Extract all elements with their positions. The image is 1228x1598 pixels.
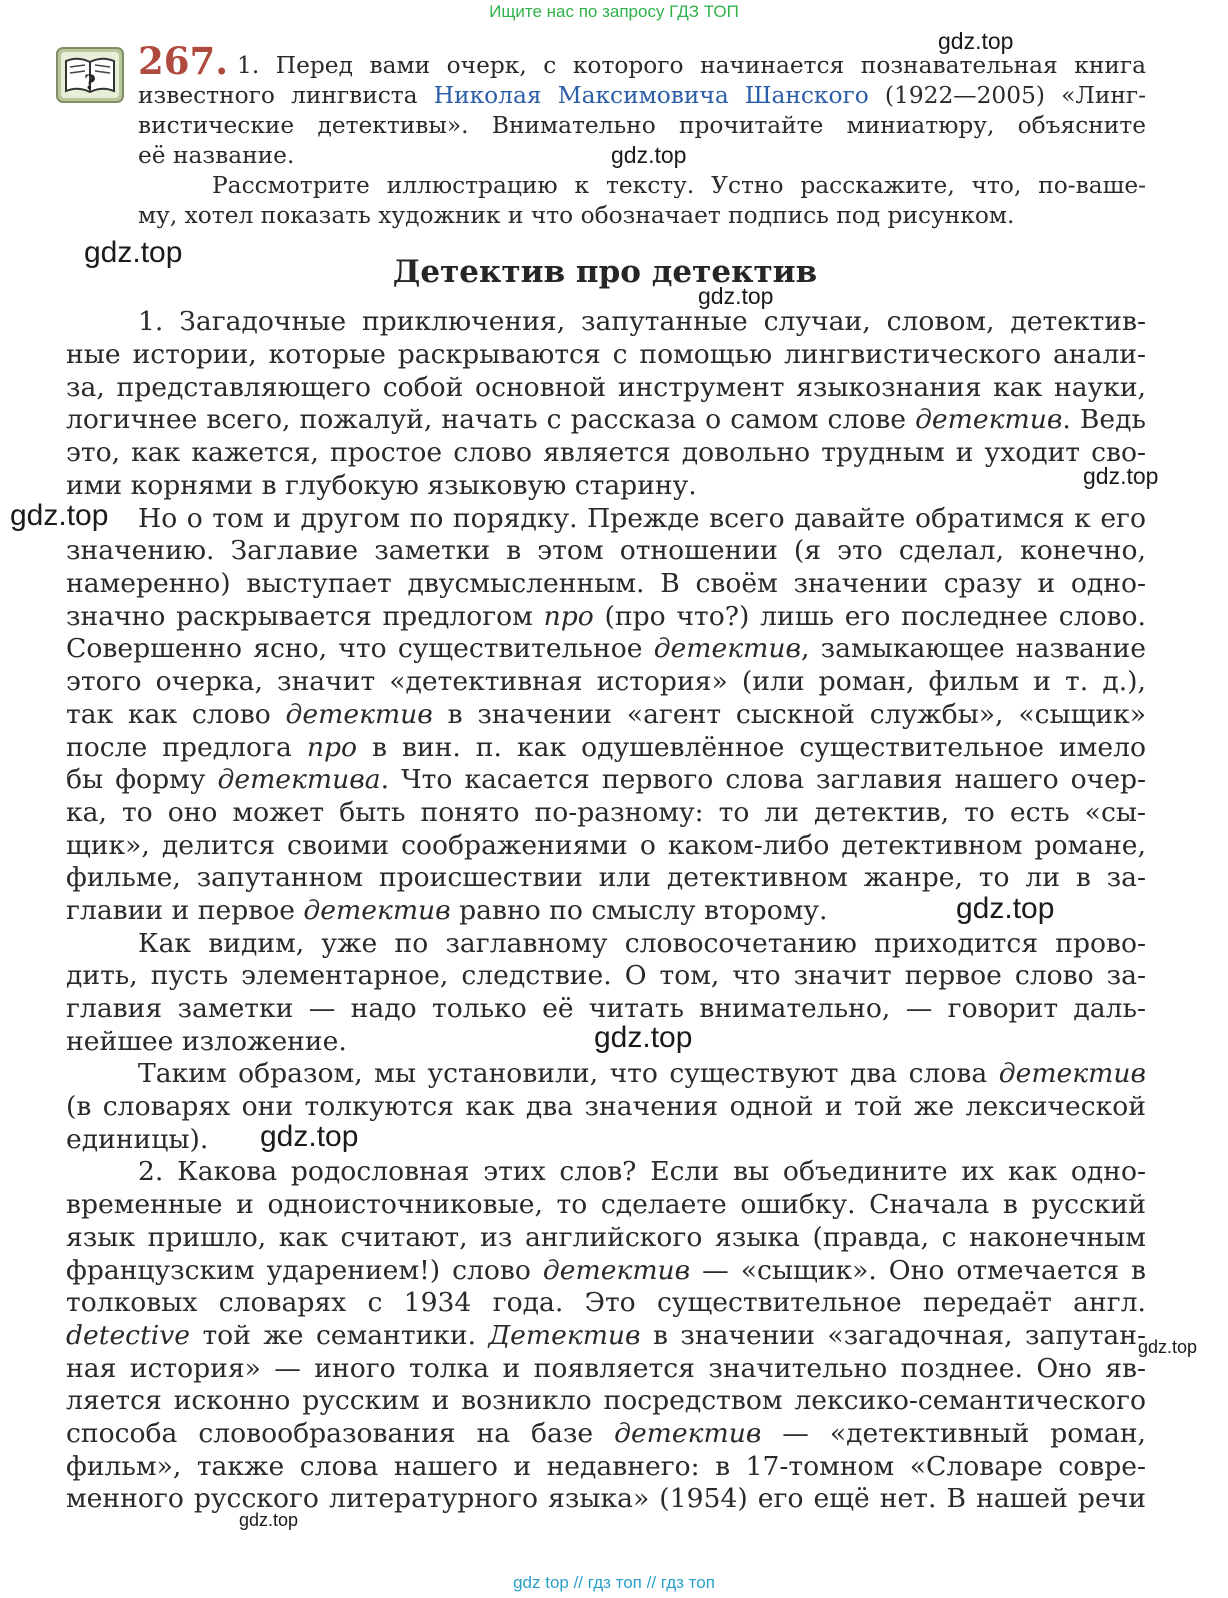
article-title: Детектив про детектив [392,254,818,290]
text-line: главия заметки — надо только её читать внимательно, — говорит даль- [66,993,1146,1024]
text-line: значно раскрывается предлогом про (про что?) лишь его последнее слово. [66,601,1146,632]
task-line: её название. [138,142,295,169]
text-line: Но о том и другом по порядку. Прежде всего давайте обратимся к его [138,503,1146,534]
text-line: логичнее всего, пожалуй, начать с рассказа о самом слове детектив. Ведь [66,404,1146,435]
text-line: временные и одноисточниковые, то сделаете ошибку. Сначала в русский [66,1189,1146,1220]
text-line: менного русского литературного языка» (1954) его ещё нет. В нашей речи [66,1483,1146,1514]
text-line: это, как кажется, простое слово является довольно трудным и уходит сво- [66,437,1146,468]
text-line: ляется исконно русским и возникло посредством лексико-семантического [66,1385,1146,1416]
text-line: язык пришло, как считают, из английского языка (правда, с наконечным [66,1222,1146,1253]
text-line: 2. Какова родословная этих слов? Если вы объедините их как одно- [138,1156,1146,1187]
text-line: так как слово детектив в значении «агент сыскной службы», «сыщик» [66,699,1146,730]
author-link[interactable]: Николая Максимовича Шанского [433,82,869,109]
text-line: detective той же семантики. Детектив в значении «загадочная, запутан- [66,1320,1146,1351]
top-banner[interactable]: Ищите нас по запросу ГДЗ ТОП [489,2,739,21]
text-line: толковых словарях с 1934 года. Это существительное передаёт англ. [66,1287,1146,1318]
watermark: gdz.top [239,1510,299,1530]
text-line: единицы). [66,1124,209,1155]
bottom-banner[interactable]: gdz top // гдз топ // гдз топ [513,1573,715,1592]
text-line: этого очерка, значит «детективная история» (или роман, фильм и т. д.), [66,666,1146,697]
watermark: gdz.top [10,499,109,532]
text-line: фильме, запутанном происшествии или детективном жанре, то ли в за- [66,862,1146,893]
task-line: Рассмотрите иллюстрацию к тексту. Устно расскажите, что, по-ваше- [212,172,1146,199]
text-line: бы форму детектива. Что касается первого слова заглавия нашего очер- [66,764,1146,795]
text-line: нейшее изложение. [66,1026,347,1057]
text-line: (в словарях они толкуются как два значения одной и той же лексической [66,1091,1146,1122]
text-line: Совершенно ясно, что существительное детектив, замыкающее название [66,633,1146,664]
watermark: gdz.top [260,1120,359,1153]
task-line: 1. Перед вами очерк, с которого начинается познавательная книга [237,52,1146,79]
text-line: щик», делится своими соображениями о каком-либо детективном романе, [66,830,1146,861]
text-line: способа словообразования на базе детектив — «детективный роман, [66,1418,1146,1449]
text-line: за, представляющего собой основной инструмент языкознания как науки, [66,372,1146,403]
text-line: Как видим, уже по заглавному словосочетанию приходится прово- [138,928,1146,959]
watermark: gdz.top [611,142,687,168]
task-line: му, хотел показать художник и что обозначает подпись под рисунком. [138,202,1015,229]
text-line: намеренно) выступает двусмысленным. В своём значении сразу и одно- [66,568,1146,599]
text-line: Таким образом, мы установили, что существуют два слова детектив [138,1058,1146,1089]
text-line: значению. Заглавие заметки в этом отношении (я это сделал, конечно, [66,535,1146,566]
text-line: дить, пусть элементарное, следствие. О том, что значит первое слово за- [66,960,1146,991]
watermark: gdz.top [84,236,183,269]
text-line: 1. Загадочные приключения, запутанные случаи, словом, детектив- [138,306,1146,337]
text-line: французским ударением!) слово детектив — «сыщик». Оно отмечается в [66,1255,1146,1286]
text-line: ная история» — иного толка и появляется значительно позднее. Оно яв- [66,1353,1146,1384]
task-number: 267. [138,39,229,83]
text-line: ка, то оно может быть понято по-разному: то ли детектив, то есть «сы- [66,797,1146,828]
text-line: ные истории, которые раскрываются с помощью лингвистического анали- [66,339,1146,370]
watermark: gdz.top [1138,1337,1198,1357]
svg-text:?: ? [84,70,96,94]
watermark: gdz.top [1083,463,1159,489]
text-line: фильм», также слова нашего и недавнего: в 17-томном «Словаре совре- [66,1451,1146,1482]
watermark: gdz.top [594,1021,693,1054]
task-line: вистические детективы». Внимательно прочитайте миниатюру, объясните [138,112,1146,139]
task-line: известного лингвиста Николая Максимовича Шанского (1922—2005) «Линг- [138,82,1146,109]
text-line: ими корнями в глубокую языковую старину. [66,470,697,501]
watermark: gdz.top [698,283,774,309]
watermark: gdz.top [938,28,1014,54]
book-question-icon [56,47,124,103]
watermark: gdz.top [956,892,1055,925]
text-line: главии и первое детектив равно по смыслу второму. [66,895,828,926]
text-line: после предлога про в вин. п. как одушевлённое существительное имело [66,732,1147,763]
